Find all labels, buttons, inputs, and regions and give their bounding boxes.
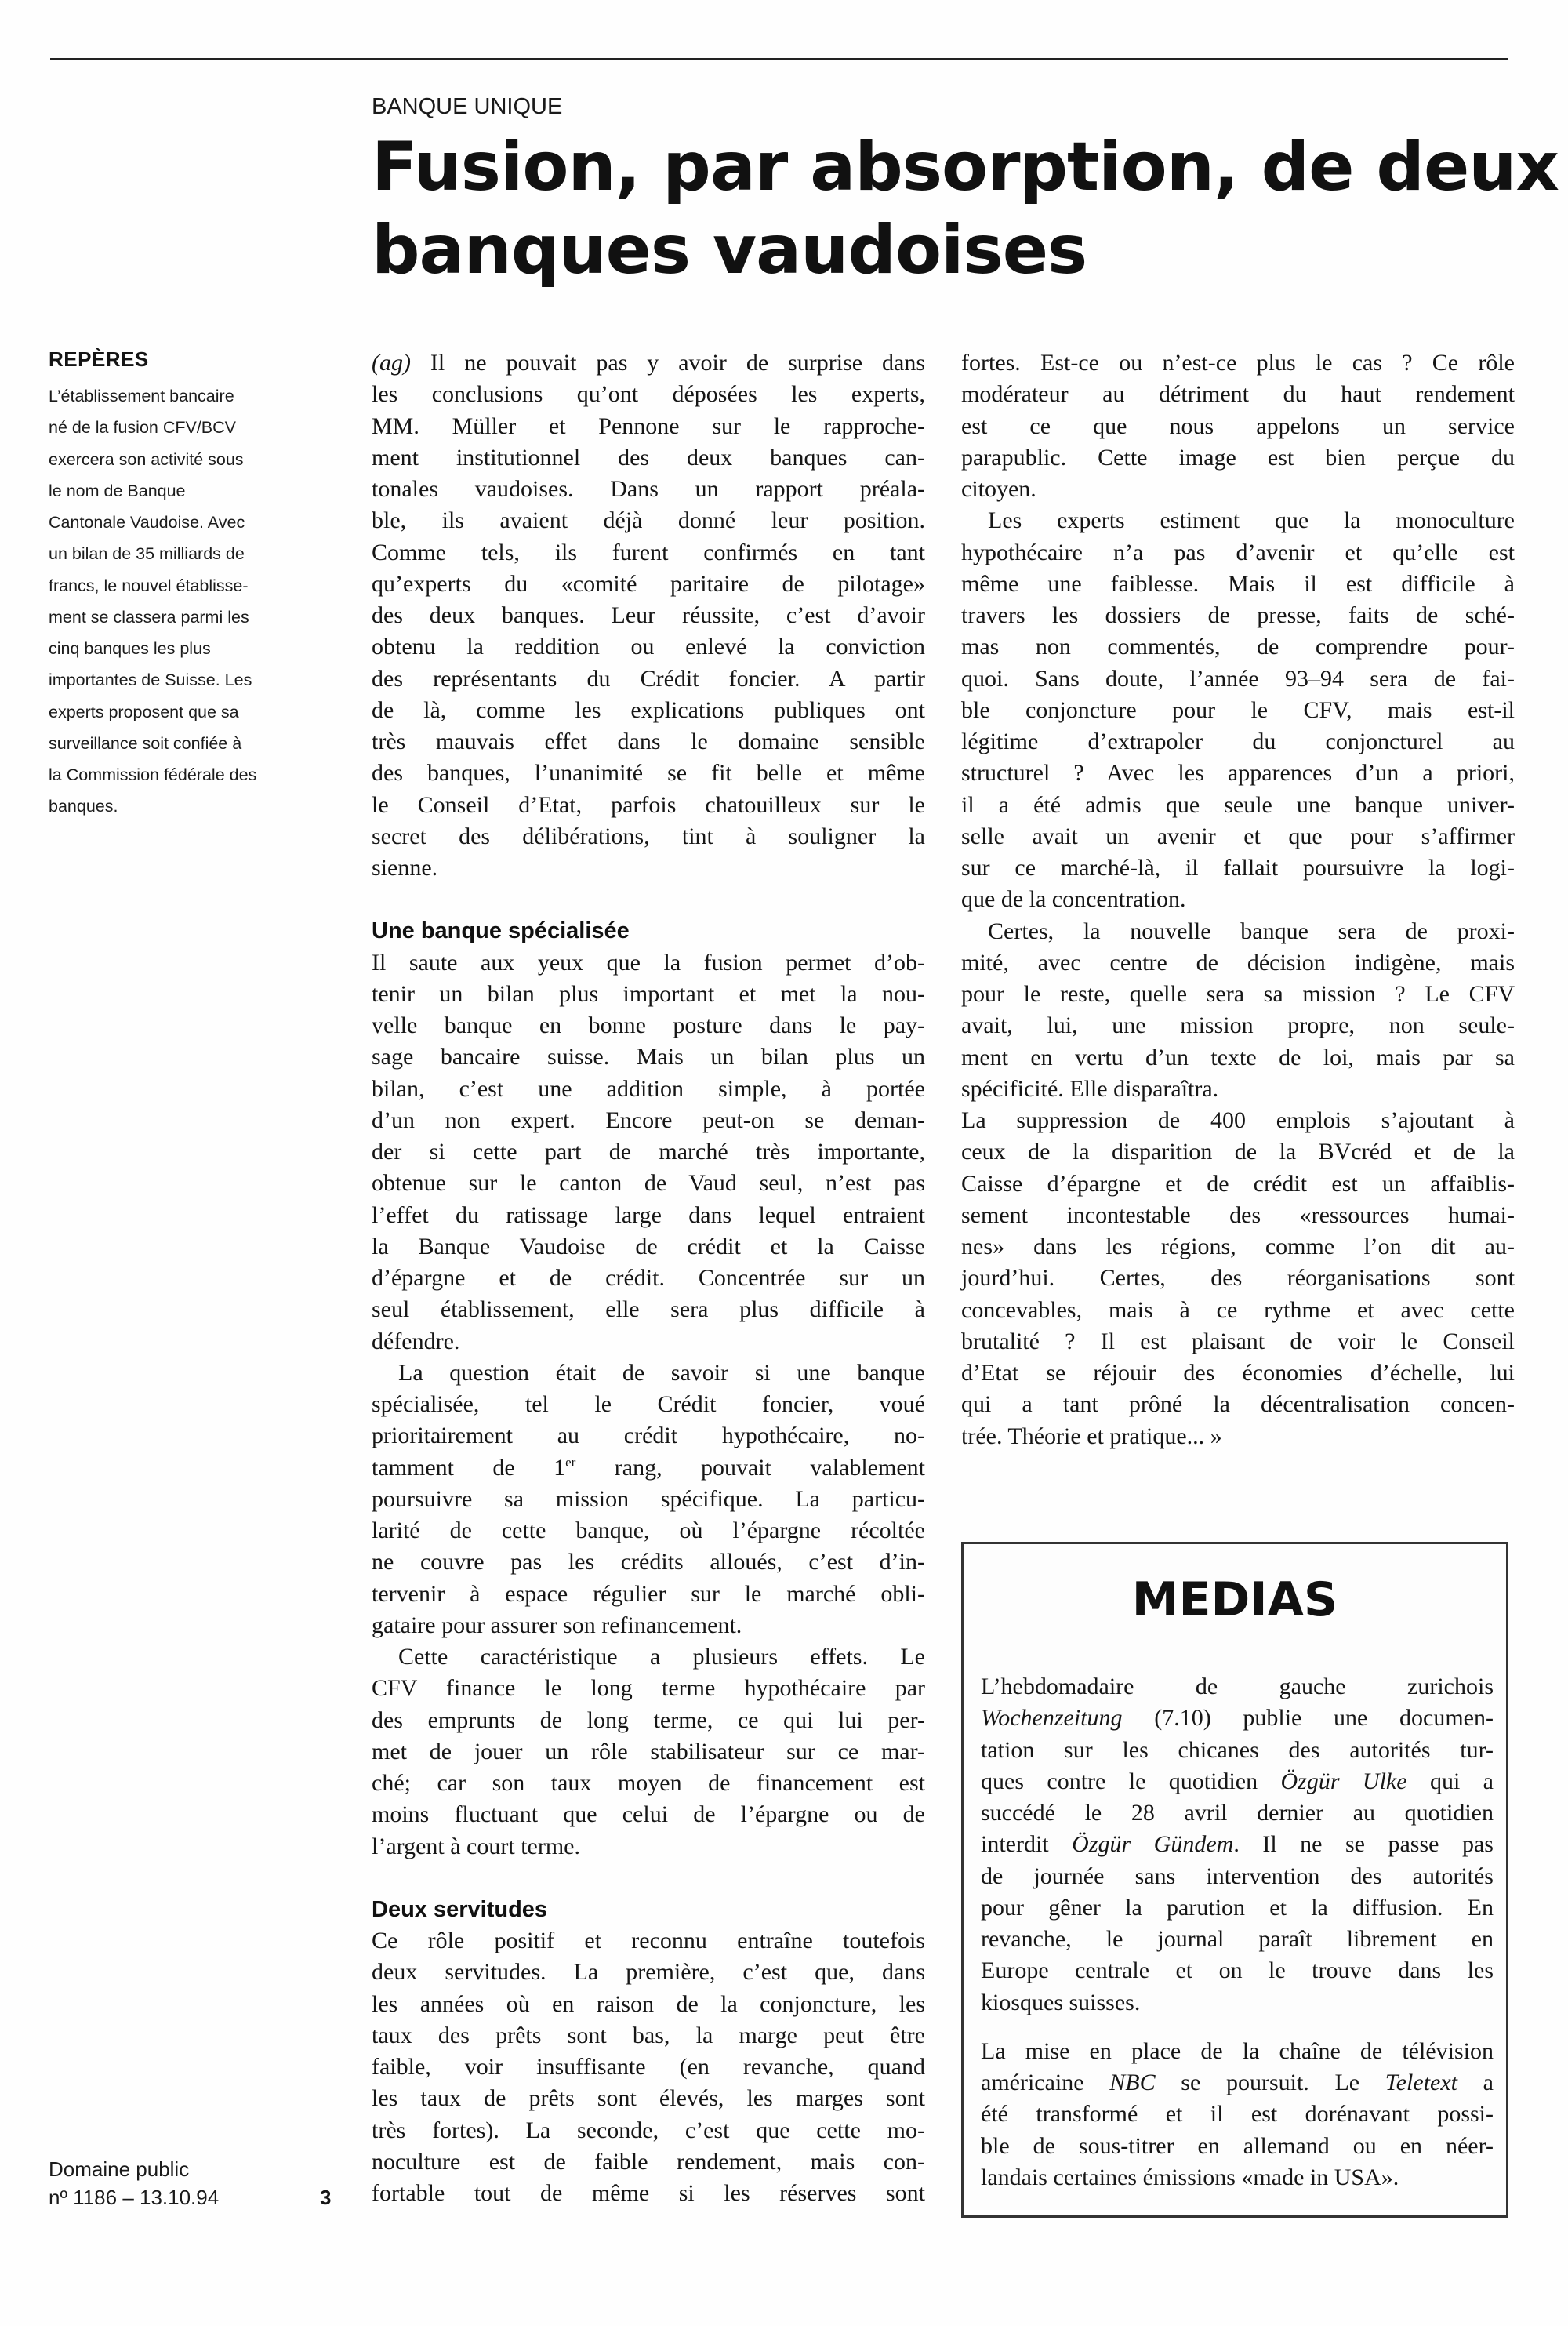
spacer xyxy=(372,884,925,915)
text-line: des banques, l’unanimité se fit belle et même xyxy=(372,760,925,787)
sidebar-reperes xyxy=(49,347,332,825)
paragraph xyxy=(372,947,925,1357)
paragraph-intro xyxy=(372,379,925,884)
text-line: larité de cette banque, où l’épargne récoltée xyxy=(372,1517,925,1543)
text-line: La suppression de 400 emplois s’ajoutant à xyxy=(961,1107,1515,1133)
text-line: structurel ? Avec les apparences d’un a priori, xyxy=(961,760,1515,787)
text-line: l’argent à court terme. xyxy=(372,1833,580,1859)
paragraph-line xyxy=(981,1766,1494,1797)
paragraph-line: L’hebdomadaire de gauche zurichois xyxy=(981,1674,1494,1699)
text-line: trée. Théorie et pratique... » xyxy=(961,1423,1222,1449)
text-line: le Conseil d’Etat, parfois chatouilleux sur le xyxy=(372,791,925,818)
text-line: un bilan de 35 milliards de xyxy=(49,544,245,564)
paragraph-text: ques contre le quotidien xyxy=(981,1768,1281,1794)
text-line: ché; car son taux moyen de financement est xyxy=(372,1770,925,1796)
text-line: CFV finance le long terme hypothécaire par xyxy=(372,1675,925,1702)
paragraph-line: tation sur les chicanes des autorités tur- xyxy=(981,1736,1494,1763)
text-line: d’Etat se réjouir des économies d’échelle, lui xyxy=(961,1360,1515,1386)
publication-name: Özgür Ulke xyxy=(1280,1768,1407,1794)
paragraph xyxy=(961,1105,1515,1452)
text-line: sage bancaire suisse. Mais un bilan plus un xyxy=(372,1044,925,1070)
text-line: sement incontestable des «ressources humai- xyxy=(961,1201,1515,1228)
text-line: prioritairement au crédit hypothécaire, no- xyxy=(372,1423,925,1449)
text-line: qui a tant prôné la décentralisation concen- xyxy=(961,1391,1515,1418)
text-line: d’épargne et de crédit. Concentrée sur un xyxy=(372,1265,925,1291)
text-line: moins fluctuant que celui de l’épargne ou de xyxy=(372,1801,925,1828)
text-line: pour le reste, quelle sera sa mission ? Le CFV xyxy=(961,981,1515,1007)
text-line: tervenir à espace régulier sur le marché obli- xyxy=(372,1580,925,1607)
paragraph-lines xyxy=(372,1484,925,1641)
paragraph-text: se poursuit. Le xyxy=(1155,2070,1385,2095)
text-line: experts proposent que sa xyxy=(49,702,239,721)
text-line: brutalité ? Il est plaisant de voir le Conseil xyxy=(961,1328,1515,1354)
text-line: tonales vaudoises. Dans un rapport préala- xyxy=(372,476,925,502)
publication-name: Domaine public xyxy=(49,2157,190,2181)
text-line: des représentants du Crédit foncier. A partir xyxy=(372,665,925,692)
text-line: La question était de savoir si une banque xyxy=(398,1359,925,1386)
text-line: selle avait un avenir et que pour s’affirmer xyxy=(961,823,1515,849)
text-line: mas non commentés, de comprendre pour- xyxy=(961,634,1515,660)
text-line: de là, comme les explications publiques ont xyxy=(372,696,925,723)
text-line: est ce que nous appelons un service xyxy=(961,413,1515,439)
title-line: banques vaudoises xyxy=(372,211,1087,289)
paragraph-line xyxy=(372,1452,925,1484)
paragraph xyxy=(372,1641,925,1863)
text-line: ment institutionnel des deux banques can- xyxy=(372,444,925,471)
paragraph xyxy=(961,347,1515,505)
article-kicker: BANQUE UNIQUE xyxy=(372,94,563,119)
text-line: il a été admis que seule une banque univer- xyxy=(961,791,1515,818)
text-line: ble, ils avaient déjà donné leur position. xyxy=(372,507,925,534)
text-line: modérateur au détriment du haut rendement xyxy=(961,381,1515,408)
text-line: faible, voir insuffisante (en revanche, quand xyxy=(372,2054,925,2080)
paragraph-line xyxy=(981,1703,1494,1734)
medias-box xyxy=(961,1542,1508,2218)
text-line: pour gêner la parution et la diffusion. En xyxy=(981,1894,1494,1921)
text-line: que de la concentration. xyxy=(961,886,1186,913)
subheading: Deux servitudes xyxy=(372,1896,548,1922)
text-line: mité, avec centre de décision indigène, mais xyxy=(961,949,1515,976)
text-line: banques. xyxy=(49,797,118,816)
text-line: fortes. Est-ce ou n’est-ce plus le cas ? Ce rôle xyxy=(961,350,1515,376)
page-number: 3 xyxy=(320,2186,332,2209)
paragraph xyxy=(961,916,1515,1106)
paragraph-lines xyxy=(981,1861,1494,2019)
text-line: spécialisée, tel le Crédit foncier, voué xyxy=(372,1391,925,1417)
page-footer xyxy=(49,2155,219,2212)
sidebar-text xyxy=(49,383,332,825)
text-line: ment en vertu d’un texte de loi, mais par sa xyxy=(961,1044,1515,1070)
text-line: Il saute aux yeux que la fusion permet d’ob- xyxy=(372,949,925,976)
text-line: Cantonale Vaudoise. Avec xyxy=(49,513,245,532)
text-line: le nom de Banque xyxy=(49,481,186,500)
medias-body xyxy=(981,1671,1494,2193)
text-line: nes» dans les régions, comme l’on dit au- xyxy=(961,1234,1515,1259)
text-line: kiosques suisses. xyxy=(981,1989,1141,2015)
paragraph-text: rang, pouvait valablement xyxy=(575,1454,925,1481)
text-line: avait, lui, une mission propre, non seule- xyxy=(961,1012,1515,1039)
paragraph xyxy=(961,505,1515,915)
paragraph-text: . Il ne se passe pas xyxy=(1233,1831,1494,1858)
paragraph-text: Il ne pouvait pas y avoir de surprise dans xyxy=(410,350,925,376)
text-line: tenir un bilan plus important et met la nou- xyxy=(372,980,925,1007)
medias-title: MEDIAS xyxy=(1131,1572,1338,1627)
text-line: défendre. xyxy=(372,1328,460,1354)
text-line: taux des prêts sont bas, la marge peut être xyxy=(372,2022,925,2048)
paragraph-line: succédé le 28 avril dernier au quotidien xyxy=(981,1800,1494,1826)
text-line: L’établissement bancaire xyxy=(49,387,234,405)
paragraph-text: a xyxy=(1457,2070,1494,2095)
text-line: travers les dossiers de presse, faits de sché- xyxy=(961,602,1515,628)
paragraph xyxy=(372,1357,925,1641)
text-line: gataire pour assurer son refinancement. xyxy=(372,1612,742,1638)
author-initials: (ag) xyxy=(372,350,411,376)
text-line: bilan, c’est une addition simple, à portée xyxy=(372,1075,925,1102)
text-line: francs, le nouvel établisse- xyxy=(49,576,249,595)
text-line: spécificité. Elle disparaîtra. xyxy=(961,1075,1219,1102)
text-line: surveillance soit confiée à xyxy=(49,733,242,753)
text-line: velle banque en bonne posture dans le pay- xyxy=(372,1012,925,1038)
text-line: des emprunts de long terme, ce qui lui per- xyxy=(372,1706,925,1733)
text-line: d’un non expert. Encore peut-on se deman- xyxy=(372,1107,925,1133)
text-line: deux servitudes. La première, c’est que, dans xyxy=(372,1959,925,1986)
text-line: la Commission fédérale des xyxy=(49,765,257,784)
spacer xyxy=(981,2019,1494,2036)
text-line: exercera son activité sous xyxy=(49,449,244,469)
paragraph-line xyxy=(981,1829,1494,1860)
text-line: ceux de la disparition de la BVcréd et de la xyxy=(961,1139,1515,1165)
paragraph-text: interdit xyxy=(981,1831,1073,1858)
text-line: qu’experts du «comité paritaire de pilotage» xyxy=(372,570,925,597)
text-line: sienne. xyxy=(372,855,438,881)
sidebar-heading: REPÈRES xyxy=(49,347,149,371)
paragraph-text: américaine xyxy=(981,2070,1110,2095)
publication-name: Wochenzeitung xyxy=(981,1705,1123,1732)
paragraph-line xyxy=(372,347,925,379)
text-line: la Banque Vaudoise de crédit et la Caisse xyxy=(372,1233,925,1259)
text-line: Europe centrale et on le trouve dans les xyxy=(981,1957,1494,1984)
text-line: Cette caractéristique a plusieurs effets. Le xyxy=(398,1644,925,1670)
paragraph-text: qui a xyxy=(1406,1768,1494,1794)
publication-name: Teletext xyxy=(1385,2070,1457,2095)
paragraph-line xyxy=(981,2067,1494,2099)
text-line: né de la fusion CFV/BCV xyxy=(49,418,237,438)
text-line: obtenu la reddition ou enlevé la conviction xyxy=(372,634,925,660)
paragraph-text: tamment de 1 xyxy=(372,1454,566,1481)
text-line: très mauvais effet dans le domaine sensible xyxy=(372,729,925,754)
text-line: Certes, la nouvelle banque sera de proxi- xyxy=(988,918,1515,944)
text-line: ble conjoncture pour le CFV, mais est-il xyxy=(961,696,1515,723)
text-line: poursuivre sa mission spécifique. La particu- xyxy=(372,1485,925,1512)
paragraph-text: (7.10) publie une documen- xyxy=(1122,1705,1494,1732)
subheading: Une banque spécialisée xyxy=(372,918,630,944)
text-line: landais certaines émissions «made in USA». xyxy=(981,2164,1399,2190)
text-line: importantes de Suisse. Les xyxy=(49,671,252,690)
text-line: seul établissement, elle sera plus difficile à xyxy=(372,1296,925,1323)
text-line: Ce rôle positif et reconnu entraîne toutefois xyxy=(372,1928,925,1953)
text-line: Comme tels, ils furent confirmés en tant xyxy=(372,539,925,565)
text-line: Caisse d’épargne et de crédit est un affaiblis- xyxy=(961,1170,1515,1197)
text-line: hypothécaire n’a pas d’avenir et qu’elle est xyxy=(961,539,1515,565)
text-line: de journée sans intervention des autorités xyxy=(981,1863,1494,1889)
text-line: secret des délibérations, tint à souligner la xyxy=(372,823,925,849)
text-line: très fortes). La seconde, c’est que cette mo- xyxy=(372,2117,925,2143)
publication-name: Özgür Gündem xyxy=(1072,1831,1234,1858)
spacer xyxy=(372,1863,925,1894)
paragraph-lines xyxy=(372,1357,925,1452)
text-line: légitime d’extrapoler du conjoncturel au xyxy=(961,729,1515,754)
text-line: même une faiblesse. Mais il est difficile à xyxy=(961,570,1515,597)
text-line: revanche, le journal paraît librement en xyxy=(981,1926,1494,1952)
text-line: été transformé et il est dorénavant possi- xyxy=(981,2101,1494,2128)
article-column-2 xyxy=(961,347,1515,1452)
text-line: cinq banques les plus xyxy=(49,639,211,658)
text-line: noculture est de faible rendement, mais con- xyxy=(372,2148,925,2175)
title-line: Fusion, par absorption, de deux xyxy=(372,128,1559,206)
text-line: concevables, mais à ce rythme et avec cette xyxy=(961,1296,1515,1323)
issue-number: nº 1186 – 13.10.94 xyxy=(49,2186,220,2209)
paragraph xyxy=(372,1925,925,2209)
publication-name: NBC xyxy=(1109,2070,1156,2095)
text-line: jourd’hui. Certes, des réorganisations sont xyxy=(961,1265,1515,1292)
text-line: ne couvre pas les crédits alloués, c’est d’in- xyxy=(372,1549,925,1576)
superscript: er xyxy=(565,1454,576,1470)
text-line: l’effet du ratissage large dans lequel entraient xyxy=(372,1201,925,1228)
text-line: quoi. Sans doute, l’année 93–94 sera de fai- xyxy=(961,665,1515,692)
text-line: fortable tout de même si les réserves sont xyxy=(372,2180,925,2206)
text-line: sur ce marché-là, il fallait poursuivre la logi- xyxy=(961,855,1515,881)
article-column-1 xyxy=(372,347,925,2209)
text-line: les taux de prêts sont élevés, les marges sont xyxy=(372,2085,925,2112)
text-line: der si cette part de marché très importante, xyxy=(372,1139,925,1165)
text-line: ble de sous-titrer en allemand ou en néer- xyxy=(981,2132,1494,2159)
top-rule xyxy=(50,58,1508,60)
paragraph-lines xyxy=(981,2099,1494,2193)
text-line: MM. Müller et Pennone sur le rapproche- xyxy=(372,413,925,439)
text-line: ment se classera parmi les xyxy=(49,607,249,627)
text-line: met de jouer un rôle stabilisateur sur ce mar- xyxy=(372,1738,925,1764)
text-line: des deux banques. Leur réussite, c’est d’avoir xyxy=(372,602,925,628)
text-line: les années où en raison de la conjoncture, les xyxy=(372,1990,925,2017)
text-line: obtenue sur le canton de Vaud seul, n’est pas xyxy=(372,1170,925,1197)
text-line: citoyen. xyxy=(961,476,1036,502)
text-line: parapublic. Cette image est bien perçue du xyxy=(961,444,1515,471)
paragraph-line: La mise en place de la chaîne de télévision xyxy=(981,2037,1494,2064)
text-line: Les experts estiment que la monoculture xyxy=(988,507,1515,534)
article-title xyxy=(372,125,1559,292)
text-line: les conclusions qu’ont déposées les experts, xyxy=(372,381,925,408)
